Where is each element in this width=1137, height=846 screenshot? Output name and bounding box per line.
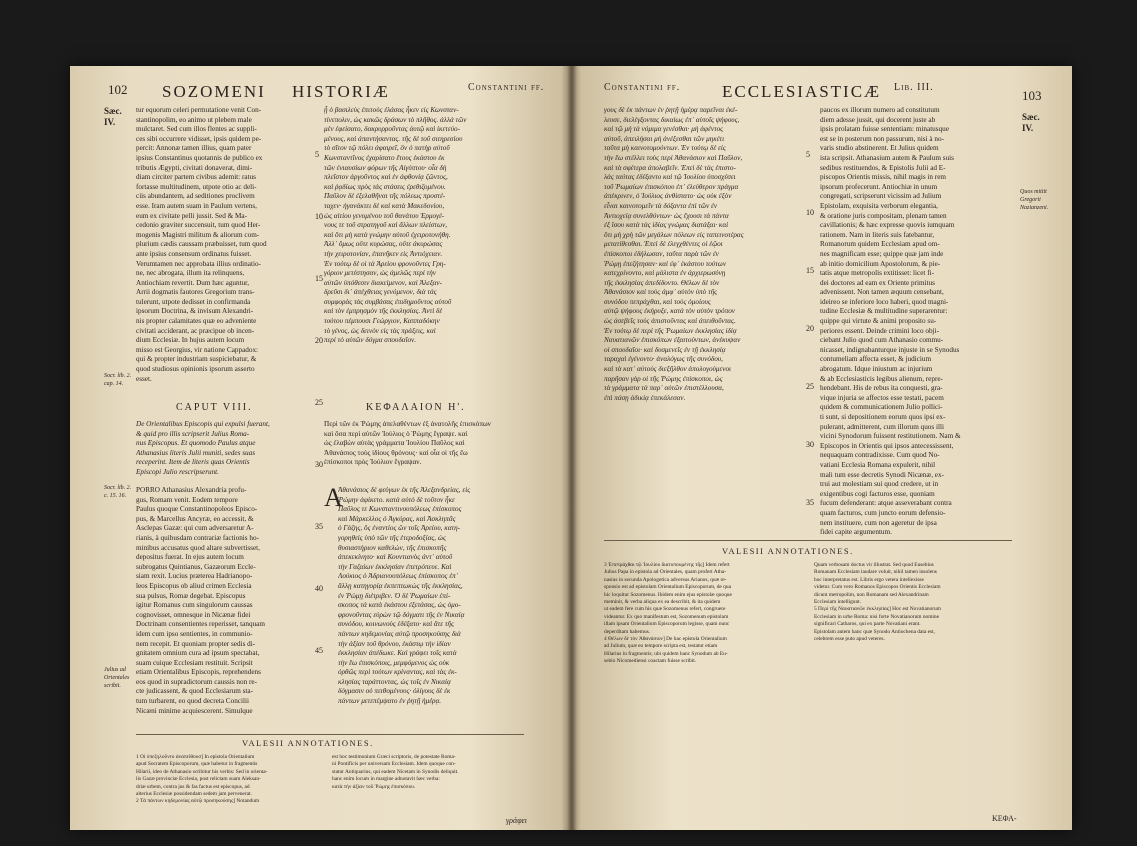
margin-century: Sæc. IV. (1022, 112, 1040, 133)
text-line: quod studiosus opinionis ipsorum asserto (136, 365, 255, 374)
text-line: subrogatus Quintianus, Gazæorum Eccle- (136, 562, 256, 571)
note-line: illam ipsam Orientalium Episcoporum legisse, quam nunc (604, 621, 730, 628)
margin-note: Socr. lib. 2. cap. 14. (104, 373, 132, 387)
text-line: σκοπος τὰ κατὰ ἑκάστου ἐξετάσας, ὡς ὁμο- (338, 601, 461, 610)
text-line: τὸ σῖτον τῷ πόλει ἀφαιρεῖ, ὃν ὁ πατὴρ αὐτοῦ (324, 144, 450, 153)
text-line: νους τε τοῦ στρατηγοῦ καὶ ἄλλων πλείστων, (324, 221, 448, 230)
chapter-summary-latin (136, 420, 318, 480)
notes-column-left (604, 562, 802, 802)
text-line: Παῦλος τε Κωνσταντινουπόλεως ἐπίσκοπος (338, 505, 462, 514)
text-line: αὐτῷ ψήφους ἐκήρυξε, κατὰ τὸν αὐτὸν τρόπον (604, 307, 735, 316)
text-line: Ῥώμῃ ἐπεζήτησαν· καὶ ἐφ᾽ ἑκάστου τούτων (604, 259, 727, 268)
text-line: gus, Romam venit. Eodem tempore (136, 495, 238, 504)
text-line: rationem. Nam in literis suis fatebantur, (820, 230, 935, 239)
text-line: qui & propter industriam suspiciebatur, & (136, 355, 257, 364)
text-line: gnitatem omnium cura ad ipsum spectabat, (136, 649, 260, 658)
text-line: pus, & Marcellus Ancyræ, eo accessit, & (136, 514, 254, 523)
text-line: ἀπεκεκίνητο· καὶ Κουντιανὸς ἀντ᾽ αὐτοῦ (338, 553, 453, 562)
notes-heading: VALESII ANNOTATIONES. (242, 738, 374, 748)
text-line: ante ipsius consensum ordinatus fuisset. (136, 249, 252, 258)
text-line: συνόδου πεπράχθαι, καὶ τοὺς ὁμοίους (604, 297, 711, 306)
note-line: Hilarius in fragmentis; ubi quidem hanc Synodum ab Eu- (604, 650, 728, 657)
chapter-heading-latin: CAPUT VIII. (176, 402, 253, 413)
notes-column-right (332, 754, 524, 814)
note-line: statur Antiquarius, qui eadem Nicetam in Synodis deliquit. (332, 768, 459, 775)
summary-line: Περὶ τῶν ἐκ Ῥώμης ἀπελαθέντων ἐξ ἀνατολῆς ἐπισκόπων (324, 420, 491, 428)
text-line: συνόδου, κοινωνοὺς ἐδέξατο· καὶ ἅτε τῆς (338, 620, 454, 629)
text-line: fortasse multitudinem, utpote otio ac deli- (136, 182, 257, 191)
summary-line: Episcopi Julio rescripserunt. (136, 467, 219, 476)
text-line: καὶ τὸν ἐμπρησμὸν τῆς ἐκκλησίας. Ἀντὶ δὲ (324, 307, 443, 316)
page-number: 102 (108, 82, 128, 97)
text-line: depositus fuerat. In ejus autem locum (136, 553, 244, 562)
text-line: civitati acciderant, ac præcipue ob incen- (136, 326, 255, 335)
text-line: mogenis Magistri militum & aliorum com- (136, 230, 260, 239)
running-head-center: HISTORIÆ (292, 82, 390, 101)
text-line: vique injuria se affectos esse testati, pacem (820, 393, 944, 402)
text-line: stantinopolim, eo animo ut plebem male (136, 115, 252, 124)
text-line: ipsis prolatam fuisse sententiam: minatusque (820, 125, 949, 134)
text-line: ciebant Julio quod cum Athanasio commu- (820, 336, 944, 345)
note-line: 5 Περὶ τῆς Ναυατιανῶν ἐκκλησίας] Hoc est Novatianorum (814, 606, 941, 613)
text-line: ipsius Constantinus quotannis de publico ex (136, 153, 263, 162)
text-line: ciis abundantem, ad seditiones proclivem (136, 192, 255, 201)
text-line: ἐξ ἴσου κατὰ τὰς ἰδίας γνώμας διατάξαι· καὶ (604, 221, 729, 230)
text-line: συμφορὰς τὰς συμβάσας ἐπιδημοῦντος αὐτοῦ (324, 297, 452, 306)
text-line: παρῆσαν γὰρ οἱ τῆς Ῥώμης ἐπίσκοποι, ὡς (604, 374, 723, 383)
notes-rule (136, 734, 524, 735)
latin-column-top (136, 106, 316, 390)
text-line: ces sibi occurrere vidisset, ipsis quidem pe- (136, 134, 262, 143)
running-head-center: ECCLESIASTICÆ (722, 82, 882, 101)
margin-note: Julius ad Orientales scribit. (104, 667, 130, 689)
text-line: suam cuique Ecclesiam restituit. Scripsit (136, 658, 253, 667)
page-number: 103 (1022, 88, 1042, 103)
note-line: Ecclesiam in urbe Roma: nisi forte Novatianorum nomine (814, 613, 940, 620)
text-line: eum ex civitate pelli jussit. Sed & Ma- (136, 211, 247, 220)
summary-line: & quid pro illis scripserit Julius Roma- (136, 429, 250, 438)
text-line: τὴν ἕω ἐπισκόποις, μεμφόμενος ὡς οὐκ (338, 658, 450, 667)
line-number: 25 (806, 382, 814, 391)
running-head-right: Constantini ff. (468, 82, 545, 93)
text-line: Ἀντιοχείᾳ συνελθόντων· ὡς ἔχουσι τὰ πάντα (604, 211, 729, 220)
text-line: varis studio abstinerent. Et Julius quidem (820, 144, 939, 153)
catchword: ΚΕΦΑ- (992, 814, 1017, 823)
text-line: fucum defenderant: atque asseverabant contra (820, 499, 952, 508)
note-line: significari Catharos, qui ex parte Novatiani erant. (814, 621, 921, 628)
text-line: γους δὲ ἐκ πάντων ἐν ῥητῇ ἡμέρᾳ παρεῖναι ἐκέ- (604, 106, 738, 114)
text-line: περὶ τὸ αὐτῶν δόγμα σπουδαῖον. (324, 336, 417, 345)
text-line: ti sunt, si depositionem eorum quos ipsi ex- (820, 413, 946, 421)
note-line: videantur. Ex quo manifestum est, Sozomenum epistolam (604, 613, 729, 620)
text-line: mali tum esse decretis Synodi Nicænæ, ex- (820, 470, 944, 479)
margin-note: Quos mittit Gregorii Nazianzeni. (1020, 189, 1049, 211)
text-line: est se in posterum non passurum, nisi à no- (820, 134, 944, 143)
text-line: cognovisset, omnesque in Nicænæ fidei (136, 610, 251, 619)
line-number: 10 (315, 212, 323, 221)
text-line: percit: Annonæ tamen illius, quam pater (136, 144, 252, 153)
text-line: esse. Iram autem suam in Paulum vertens, (136, 201, 257, 210)
line-number: 5 (806, 150, 810, 159)
text-line: tulerunt, utpote dedisset in confirmanda (136, 297, 251, 306)
text-line: Nicæni minime acquiescerent. Simulque (136, 706, 253, 715)
text-line: φρονοῦντας εὑρὼν τῷ δόγματι τῆς ἐν Νικαίᾳ (338, 610, 465, 619)
note-line: ad Julium, quæ eo tempore scripta est, testatur etiam (604, 643, 718, 650)
text-line: etiam Orientalibus Episcopis, reprehendens (136, 668, 261, 677)
line-number: 20 (315, 336, 323, 345)
text-line: sua pulsus, Romæ degebat. Episcopus (136, 591, 246, 600)
text-line: exigentibus cogi facturos esse, quoniam (820, 489, 935, 498)
running-head-right: Lib. III. (894, 82, 934, 93)
text-line: αὐτῶν ὑπόθεσιν διακείμενον, καὶ Ἀλεξαν- (324, 278, 442, 287)
summary-line: receperint. Item de literis quas Orientis (136, 458, 250, 467)
text-line: μένους, καὶ ἀπαντήσαντας. τῆς δὲ τοῦ σιτηρεσίου (324, 134, 463, 143)
text-line: mulctaret. Sed cum illos flentes ac suppli- (136, 125, 257, 134)
text-line: nem recepit. Et quoniam propter sedis di- (136, 639, 256, 648)
notes-heading: VALESII ANNOTATIONES. (722, 546, 854, 556)
text-line: ab initio domicilium Apostolorum, & pie- (820, 259, 941, 268)
line-number: 20 (806, 324, 814, 333)
text-line: contumeliam affecta esset, & judicium (820, 355, 932, 364)
text-line: congregati, scripserunt vicissim ad Julium (820, 192, 942, 201)
line-number: 30 (315, 460, 323, 469)
line-number: 45 (315, 646, 323, 655)
text-line: eos quod in supradictorum caussis non re- (136, 677, 257, 686)
text-line: τίνεπολιν, ὡς κακῶς δράσων τὸ πλῆθος. ἀλλὰ τῶν (324, 115, 467, 124)
text-line: καὶ τὰ σφέτερα ἀπολαβεῖν. Ἐπεὶ δὲ τὰς ἐπιστο- (604, 163, 736, 172)
text-line: καὶ ὅτι μὴ κατὰ γνώμην αὐτοῦ ἐχειροτονήθη. (324, 230, 451, 239)
greek-column-top (324, 106, 524, 390)
open-book-spread (70, 66, 1072, 830)
text-line: Ἀλλ᾽ ὅμως οὔτε κυρώσας, οὔτε ἀκυρώσας (324, 240, 443, 249)
summary-line: nus Episcopus. Et quomodo Paulus atque (136, 439, 256, 448)
text-line: τούτου πέμπουσι Γεώργιον, Καππαδόκην (324, 317, 440, 326)
text-line: μετατίθεσθαι. Ἐπεὶ δὲ ἐλεγχθέντες οἱ ἑῷοι (604, 240, 723, 249)
text-line: κλησίας ταράττοντας, ὡς τοῖς ἐν Νικαίᾳ (338, 677, 451, 686)
text-line: abrogatum. Idque iniustum ac injurium (820, 365, 933, 374)
summary-line: De Orientalibus Episcopis qui expulsi fuerant, (136, 420, 270, 428)
note-line: hanc enim locum in margine adnotavit hæc verba: (332, 776, 440, 783)
summary-line: καὶ ὅσα περὶ αὐτῶν Ἰούλιος ὁ Ῥώμης ἔγραψε. καὶ (324, 429, 468, 438)
line-number: 40 (315, 584, 323, 593)
summary-line: ἐπίσκοποι πρὸς Ἰούλιον ἔγραψαν. (324, 458, 422, 467)
note-line: ni Pontificis per universam Ecclesiam. Idem quoque con- (332, 761, 456, 768)
text-line: ὅτι μὴ χρὴ τῶν μεγάλων πόλεων εἰς ταπεινοτέρας (604, 230, 744, 239)
text-line: diem adesse jussit, qui docerent juste ab (820, 115, 936, 124)
note-line: videtur. Cum vero Romanos Episcopos Orientis Ecclesiam (814, 584, 941, 591)
text-line: Ναυατιανῶν ἐπισκόπων ἐξαιτούντων, ἀνέκυψαν (604, 336, 741, 345)
note-line: hoc interpretatus est. Libris ergo vetera intellexisse (814, 576, 924, 583)
text-line: Verumtamen nec approbata illius ordinatio- (136, 259, 261, 268)
text-line: nis propter calamitates quæ eo adveniente (136, 317, 257, 326)
text-line: & oratione juris compositam, plenam tamen (820, 211, 947, 220)
text-line: καὶ Μάρκελλος ὁ Ἀγκύρας, καὶ Ἀσκληπᾶς (338, 514, 456, 523)
margin-note: Socr. lib. 2. c. 15. 16. (104, 485, 132, 499)
text-line: Λούκιος ὁ Ἀδριανουπόλεως ἐπίσκοπος ἐπ᾽ (338, 572, 459, 581)
text-line: idem cum ipso sentientes, in communio- (136, 629, 253, 638)
text-line: Episcopos in Orientis qui ipsos antecessissent, (820, 441, 954, 450)
text-line: Doctrinam consentientes reperisset, tanquam (136, 620, 265, 629)
text-line: PORRO Athanasius Alexandria profu- (136, 486, 247, 494)
latin-column (820, 106, 1012, 540)
text-line: Antiochiam revertit. Dum hæc aguntur, (136, 278, 250, 287)
text-line: τὸ γένος, ὡς δεινὸν εἰς τὰς πράξεις, καὶ (324, 326, 436, 335)
left-page (70, 66, 570, 830)
latin-column-body (136, 486, 316, 720)
text-line: ἐπὶ πάσῃ ἀδικίᾳ ἐπεκάλεσαν. (604, 393, 686, 402)
note-line: meminit, & verba aliqua ex ea describit, & ita quidem (604, 599, 721, 606)
line-number: 35 (315, 522, 323, 531)
text-line: tributis Ægypti, civitati donaverat, dimi- (136, 163, 253, 172)
line-number: 15 (315, 274, 323, 283)
text-line: nes magnificam esse; quippe quæ jam inde (820, 249, 944, 258)
text-line: tur equorum celeri permutatione venit Con- (136, 106, 262, 114)
note-line: Ecclesiam intelligunt. (814, 599, 862, 606)
line-number: 10 (806, 208, 814, 217)
text-line: nem instituere, cum non ageretur de ipsa (820, 518, 937, 527)
text-line: αὐτοῦ, ἀπειλήσαι μὴ ἀνέξεσθαι τῶν μηκέτι (604, 134, 725, 143)
greek-column (604, 106, 802, 540)
text-line: ἐπίσκοποι ἐδήλωσαν, ταῦτα παρὰ τῶν ἐν (604, 249, 719, 258)
text-line: καὶ τὰ κατ᾽ αὐτοὺς διεξῆλθον ἀπολογούμενοι (604, 365, 732, 374)
note-line: 3 Ἐπεπράχθαι τῷ Ἰουλίου διατυπουμένης τῆς] Idem refert (604, 562, 730, 568)
note-line: nasius in secunda Apologetica adversus Arianos, quæ re- (604, 576, 727, 583)
text-line: Paulus quoque Constantinopoleos Episco- (136, 505, 258, 514)
text-line: μὲν ἐφείσατο, δακρυρροῦντας ἀυτῷ καὶ ἱκετεύο- (324, 125, 460, 134)
text-line: ὡς ἀσεβεῖς τοὺς ἀπιστοῦντας καὶ ἀπειθοῦντας. (604, 317, 736, 326)
margin-century: Sæc. IV. (104, 106, 122, 127)
text-line: τοῦ Ῥωμαίων ἐπισκόπου ἐπ᾽ ἐλεύθερον πράγμα (604, 182, 739, 191)
text-line: Arrii dogmatis fautores Gregorium trans- (136, 288, 255, 297)
summary-line: Ἀθανάσιος τοὺς ἰδίους θρόνους· καὶ οἷα οἱ τῆς ἕω (324, 448, 468, 457)
text-line: ἄλλῃ κατηγορίᾳ ἐκπεπτωκὼς τῆς ἐκκλησίας, (338, 581, 463, 590)
note-line: sponsio est ad epistolam Orientalium Episcoporum, de qua (604, 584, 731, 591)
note-line: apud Socratem Episcoporum, quæ habetur in fragmentis (136, 761, 258, 768)
text-line: tudine Ecclesiæ & multitudine superarentur: (820, 307, 948, 316)
note-line: lis Gazæ provinciæ Ecclesia, post relictam suam Aleksan- (136, 776, 261, 783)
catchword: γράφει (506, 816, 527, 825)
text-line: Ἐν τούτῳ δὲ περὶ τῆς Ῥωμαίων ἐκκλησίας ἰδίᾳ (604, 326, 737, 335)
note-line: hic loquitur Sozomenus. Ibidem enim ejus epistolæ quoque (604, 591, 732, 598)
text-line: Ἐν τούτῳ δὲ οἱ τὰ Ἀρείου φρονοῦντες Γρη- (324, 259, 446, 268)
text-line: τῶν ἐνιαυσίων φόρων τῆς Αἰγύπτου· οἷα δὴ (324, 163, 447, 172)
text-line: Ἀθανάσιον καὶ τοὺς ἀμφ᾽ αὐτὸν ὑπὸ τῆς (604, 288, 718, 297)
text-line: Ῥώμην ἀφίκετο. κατὰ αὐτὸ δὲ τοῦτον ἧκε (338, 495, 455, 504)
chapter-heading-greek: ΚΕΦΑΛΑΙΟΝ Η'. (366, 402, 466, 413)
text-line: dei doctores ad eam ex Oriente primitus (820, 278, 935, 287)
text-line: εἶναι καινοτομεῖν τὰ δόξαντα ἐπὶ τῶν ἐν (604, 201, 718, 210)
note-line: alterius Ecclesiæ possidendam sedem jam pervenerat. (136, 791, 252, 798)
note-line: κατὰ τὴν ἀξίαν τοῦ Ῥώμης ἐπισκόπου. (332, 783, 416, 790)
text-line: ipsorum Doctrina, & invisum Alexandri- (136, 307, 254, 316)
summary-line: Athanasius literis Julii muniti, sedes suas (136, 448, 255, 457)
line-number: 15 (806, 266, 814, 275)
text-line: Romanorum quidem Ecclesiam apud om- (820, 240, 940, 249)
text-line: dium Ecclesiæ. In hujus autem locum (136, 336, 245, 345)
text-line: Epistolam, exquisita verborum elegantia, (820, 201, 938, 210)
text-line: tum turbarent, eo quod decreta Concilii (136, 697, 249, 706)
note-line: ut eadem fere cum his quæ Sozomenus refert, congruere (604, 606, 726, 613)
text-line: τὴν Γαζαίων ἐκκλησίαν ἐπετρόπευε. Καὶ (338, 562, 452, 571)
note-line: Hilarii, ideo de Athanasio scribitur his verbis: Sed in orienta- (136, 768, 268, 775)
text-line: γόριον μετέστησαν, ὡς ἀμελῶς περὶ τὴν (324, 269, 436, 278)
text-line: cte judicassent, & quod Ecclesiarum sta- (136, 687, 253, 696)
greek-column-body (338, 486, 524, 720)
text-line: minibus accusatus quod altare subvertisset, (136, 543, 260, 552)
notes-column-left (136, 754, 326, 814)
text-line: πλεῖστον ἀργοῦντος καὶ ἐν ἀφθονίᾳ ζῶντος, (324, 173, 448, 182)
text-line: & ab Ecclesiasticis legibus alienum, repre- (820, 374, 943, 383)
text-line: plurium cædis caussam præbuisset, tum quod (136, 240, 267, 249)
text-line: quidem & communicationem Julio pollici- (820, 403, 943, 412)
note-line: Julius Papa in epistola ad Orientales, quam profert Atha- (604, 569, 727, 576)
text-line: ista scripsit. Athanasium autem & Paulum suis (820, 153, 954, 162)
text-line: ὁ Γάζης, ὃς ἐναντίος ὢν τοῖς Ἀρείου, κατη- (338, 524, 461, 533)
text-line: paucos ex illorum numero ad constitutum (820, 106, 940, 114)
text-line: ταχεν· ἠγανάκτει δὲ καὶ κατὰ Μακεδονίου, (324, 201, 445, 210)
line-number: 35 (806, 498, 814, 507)
text-line: ταραχαὶ ἐγένοντο· ἀναλόγως τῆς συνόδου, (604, 355, 723, 364)
text-line: γορηθεὶς ὑπὸ τῶν τῆς ἑτεροδοξίας, ὡς (338, 533, 446, 542)
text-line: rianis, à quibusdam contrariæ factionis ho- (136, 533, 259, 542)
notes-column-right (814, 562, 1012, 802)
line-number: 25 (315, 398, 323, 407)
text-line: Ἀθανάσιος δὲ φεύγων ἐκ τῆς Ἀλεξανδρείας, εἰς (338, 486, 471, 494)
text-line: fidei capite argumentum. (820, 528, 892, 537)
text-line: periores essent. Deinde crimini loco obji- (820, 326, 939, 335)
text-line: quippe qui virtute & animi proposito su- (820, 317, 937, 326)
text-line: δόγμασιν οὐ πειθομένους· ὀλίγους δὲ ἐκ (338, 687, 451, 696)
text-line: πάντων μετεπέμψατο ἐν ῥητῇ ἡμέρᾳ. (338, 697, 442, 706)
text-line: λευσε, διελέγξοντας δικαίως ἐπ᾽ αὐτοῖς ψήφους, (604, 115, 740, 124)
text-line: pulerant, admitterent, cum illorum quos illi (820, 422, 944, 431)
note-line: deperditam habemus. (604, 628, 651, 635)
text-line: sedibus restituendos, & Epistolis Julii ad E- (820, 163, 946, 172)
note-line: sebio Nicomediensi coactam fuisse scribit. (604, 658, 697, 665)
right-page (574, 66, 1072, 830)
text-line: ὡς αἰτίου γενομένου τοῦ θανάτου Ἑρμογέ- (324, 211, 445, 220)
text-line: ideireo se inferiore loco haberi, quod magni- (820, 297, 949, 306)
note-line: 1 Οἱ ὑπεζηλοῦντο ἀναπείθουσ] In epistola Orientalium (136, 754, 255, 760)
text-line: τῆς ἐκκλησίας ἀπεδίδοντο. Θέλων δὲ τὸν (604, 278, 720, 287)
text-line: τὴν ἀξίαν τοῦ θρόνου, ἑκάστῳ τὴν ἰδίαν (338, 639, 451, 648)
text-line: hendebant. His de rebus ita conquesti, gra- (820, 384, 943, 393)
text-line: καὶ τῷ μὴ τὰ νόμιμα γενέσθαι· μὴ ἀφέντος (604, 125, 724, 134)
line-number: 30 (806, 440, 814, 449)
text-line: Κωνσταντῖνος ἐχαρίσατο ἔτους ἑκάστου ἐκ (324, 153, 445, 162)
text-line: τὴν ἕω στέλλει τοὺς περὶ Ἀθανάσιον καὶ Παῦλον, (604, 153, 743, 162)
text-line: λὰς ταύτας ἐδέξαντο καὶ τῷ Ἰουλίου ὑποσχέσει (604, 173, 736, 182)
text-line: θυσιαστήριον καθελὼν, τῆς ἐπισκοπῆς (338, 543, 447, 552)
text-line: vicini Synodorum fuissent restitutionem. Nam & (820, 432, 961, 441)
text-line: ἐκκλησίαν ἀπέδωκε. Καὶ γράφει τοῖς κατὰ (338, 649, 457, 658)
text-line: ταῦτα μὴ καινοτομούντων. Ἐν τούτῳ δὲ εἰς (604, 144, 726, 153)
note-line: 4 Θέλων δὲ τὸν Ἀθανάσιον] De hac epistola Orientalium (604, 636, 727, 643)
text-line: advenissent. Non tamen æquum censebant, (820, 288, 944, 297)
text-line: cedonio graviter succensuit, tum quod Her- (136, 221, 261, 230)
text-line: tatis atque metropolis extitisset: licet fi- (820, 269, 934, 278)
chapter-summary-greek (324, 420, 524, 470)
text-line: vatiani Ecclesia Romana expulerit, nihil (820, 460, 936, 469)
drop-cap: Α (324, 483, 343, 512)
note-line: Romanam Ecclesiam laudare voluit, nihil tamen insolens (814, 569, 937, 576)
text-line: quam facturos, cum juncto eorum defensio- (820, 508, 946, 517)
note-line: est hoc testimonium Græci scriptoris, de potestate Roma- (332, 754, 456, 760)
text-line: ἐν Ῥώμῃ διέτριβεν. Ὁ δὲ Ῥωμαίων ἐπί- (338, 591, 451, 600)
text-line: esset. (136, 374, 152, 383)
text-line: καὶ ῥᾳδίως πρὸς τὰς στάσεις ἐρεθιζομένου. (324, 182, 446, 191)
text-line: nequaquam contradixisse. Cum quod No- (820, 451, 940, 460)
text-line: τὰ γράμματα τὰ παρ᾽ αὐτῶν ἐπιστέλλουσα, (604, 384, 724, 393)
text-line: leos Episcopus ob aliud crimen Ecclesia (136, 581, 252, 590)
running-head-left: SOZOMENI (162, 82, 266, 101)
text-line: Παῦλον δὲ ἐξελαθῆναι τῆς πόλεως προστέ- (324, 192, 446, 201)
note-line: celebrem esse puto apud veteres. (814, 636, 885, 643)
text-line: diam circiter partem civibus ademit: ratus (136, 173, 256, 182)
text-line: ipsorum profecerunt. Antiochiæ in unum (820, 182, 938, 191)
text-line: cavillationis; & hæc expresse quovis iumquam (820, 221, 955, 230)
text-line: ᾗ ὁ βασιλεὺς ἐπιτοὺς ἐλάσας ἧκεν εἰς Κωνσταν- (324, 106, 459, 114)
note-line: Quam verbosam doctus vir illustrat. Sed quod Eusebius (814, 562, 934, 568)
line-number: 5 (315, 150, 319, 159)
text-line: igitur Romanus cum singulorum caussas (136, 601, 253, 610)
note-line: Epistolam autem hanc quæ Synodo Antiochena data est, (814, 628, 935, 635)
text-line: misso est Georgius, vir natione Cappadox: (136, 345, 259, 354)
note-line: 2 Τὰ πάντων κηδεμονίας αὐτῷ προσηκούσης] Notandum (136, 798, 260, 805)
text-line: nicasset, indignabanturque injuste in se Synodus (820, 345, 960, 354)
notes-rule (604, 540, 1012, 541)
summary-line: ὡς ἐλαβὼν αὐτὰς γράμματα Ἰουλίου Παῦλος καὶ (324, 439, 465, 448)
note-line: dicunt metropolim, non Romanam sed Alexandrinam (814, 591, 929, 598)
text-line: πάντων κηδεμονίας αὐτῷ προσηκούσης διὰ (338, 629, 461, 638)
note-line: driæ urbem, contra jus & fas factus est episcopus, ad (136, 783, 250, 790)
text-line: τὴν χειροτονίαν, ἐπανῆκεν εἰς Ἀντιόχειαν. (324, 249, 443, 258)
text-line: ne, nec abrogata, illum ita relinquens, (136, 269, 245, 278)
running-head-left: Constantini ff. (604, 82, 681, 93)
text-line: ἀπέκρινεν, ὁ Ἰούλιος ἀνθίστατο· ὡς οὐκ ἐξὸν (604, 192, 732, 201)
text-line: trui aut molestiam sui quod credere, ut in (820, 480, 939, 489)
text-line: κατεχρίνοντο, καὶ μάλιστα ἐν ἀρχιερωσύνῃ (604, 269, 726, 278)
text-line: ὀρθῶς περὶ τούτων κρίναντας, καὶ τὰς ἐκ- (338, 668, 457, 677)
text-line: Asclepas Gazæ: qui cum adversaretur A- (136, 524, 254, 533)
text-line: piscopos Orientis missis, nihil magis in rem (820, 173, 946, 182)
text-line: οἱ σπουδαῖοι· καὶ δυσμενεῖς ἐν τῇ ἐκκλησίᾳ (604, 345, 726, 354)
text-line: siam rexit. Lucius præterea Hadrianopo- (136, 572, 253, 581)
text-line: δρεῦσι δι᾽ ἀπέχθειας γενόμενον, διὰ τὰς (324, 288, 437, 297)
